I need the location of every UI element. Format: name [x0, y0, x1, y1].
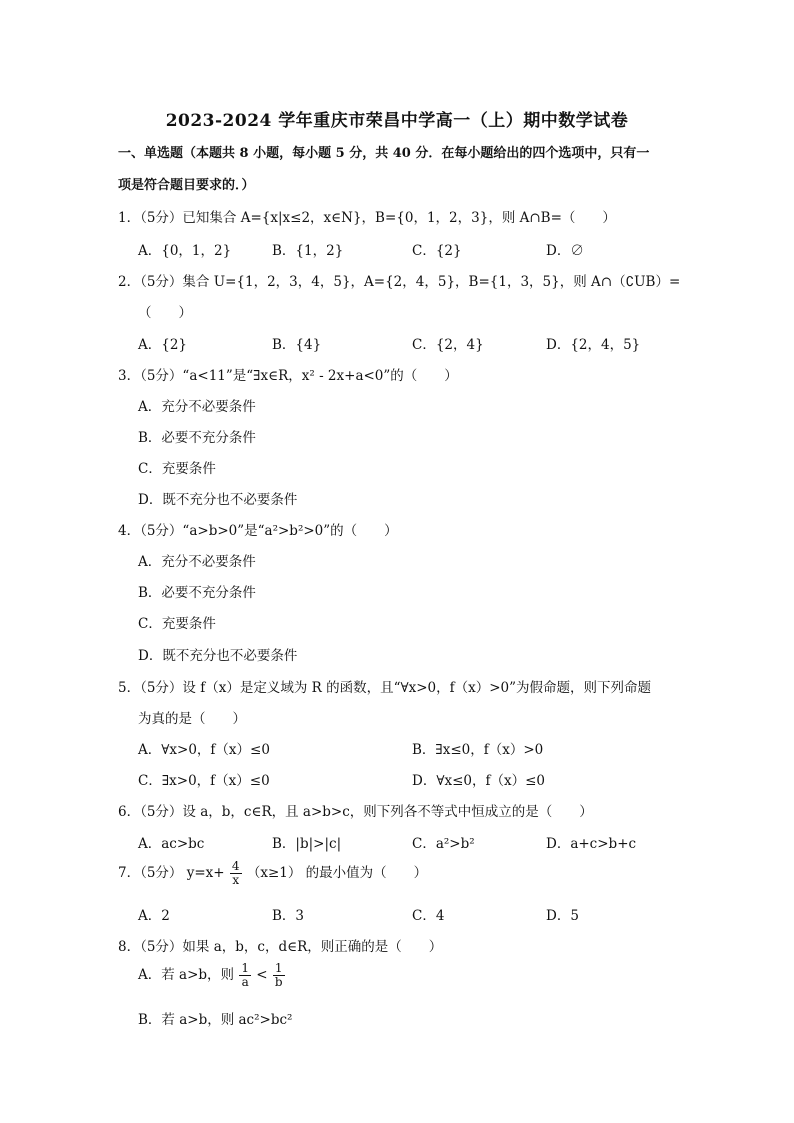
question-3-option-b: B．必要不充分条件 — [138, 430, 256, 446]
question-2-stem: 2．（5分）集合 U={1，2，3，4，5}，A={2，4，5}，B={1，3，5}，则 A∩（∁UB）= — [118, 274, 681, 290]
question-5-stem: 5．（5分）设 f（x）是定义域为 R 的函数，且“∀x>0，f（x）>0”为假命题，则下列命题 — [118, 680, 652, 696]
question-2-option-a: A．{2} — [138, 337, 188, 353]
section-heading — [118, 138, 678, 202]
question-3-stem: 3．（5分）“a<11”是“∃x∈R，x² - 2x+a<0”的（ ） — [118, 368, 458, 384]
question-7-option-a: A．2 — [138, 908, 170, 924]
question-5-option-c: C．∃x>0，f（x）≤0 — [138, 773, 270, 789]
question-8-option-a-fraction-2 — [273, 962, 285, 989]
question-8-option-b: B．若 a>b，则 ac²>bc² — [138, 1012, 293, 1028]
question-1-option-d: D．∅ — [546, 243, 584, 259]
question-8-stem: 8．（5分）如果 a，b，c，d∈R，则正确的是（ ） — [118, 939, 443, 955]
question-4-option-c: C．充要条件 — [138, 616, 216, 632]
question-7-fraction — [230, 860, 242, 887]
question-7-fraction-denominator: x — [232, 873, 240, 887]
question-6-option-b: B．|b|>|c| — [272, 836, 342, 852]
question-1-option-c: C．{2} — [412, 243, 462, 259]
question-1-option-a: A．{0，1，2} — [138, 243, 232, 259]
question-1-stem: 1．（5分）已知集合 A={x|x≤2，x∈N}，B={0，1，2，3}，则 A∩B=（ ） — [118, 210, 616, 226]
question-6-option-a: A．ac>bc — [138, 836, 205, 852]
question-1-option-b: B．{1，2} — [272, 243, 344, 259]
question-8-fraction-1-denominator: a — [241, 975, 249, 989]
question-7-stem — [118, 860, 427, 887]
question-4-stem: 4．（5分）“a>b>0”是“a²>b²>0”的（ ） — [118, 523, 398, 539]
exam-title: 2023-2024 学年重庆市荣昌中学高一（上）期中数学试卷 — [165, 111, 629, 131]
question-6-stem: 6．（5分）设 a，b，c∈R，且 a>b>c，则下列各不等式中恒成立的是（ ） — [118, 804, 593, 820]
section-heading-line1: 一、单选题（本题共 8 小题，每小题 5 分，共 40 分．在每小题给出的四个选项中，只有一 — [118, 146, 650, 161]
question-8-fraction-2-denominator: b — [274, 975, 283, 989]
question-3-option-c: C．充要条件 — [138, 461, 216, 477]
question-7-fraction-numerator: 4 — [231, 859, 240, 873]
question-2-option-b: B．{4} — [272, 337, 322, 353]
question-4-option-a: A．充分不必要条件 — [138, 554, 256, 570]
question-4-option-b: B．必要不充分条件 — [138, 585, 256, 601]
question-7-formula-left: y=x+ — [186, 865, 225, 881]
question-7-option-c: C．4 — [412, 908, 445, 924]
question-5-stem-continued: 为真的是（ ） — [138, 711, 246, 727]
question-8-option-a-fraction-1 — [239, 962, 251, 989]
question-7-suffix: 的最小值为（ ） — [305, 865, 428, 881]
question-2-option-d: D．{2，4，5} — [546, 337, 641, 353]
question-8-fraction-1-numerator: 1 — [241, 961, 249, 975]
question-8-fraction-2-numerator: 1 — [274, 961, 283, 975]
question-5-option-d: D．∀x≤0，f（x）≤0 — [412, 773, 545, 789]
section-heading-line2: 项是符合题目要求的．） — [118, 178, 255, 193]
question-4-option-d: D．既不充分也不必要条件 — [138, 648, 298, 664]
question-8-option-a-prefix: A．若 a>b，则 — [138, 967, 235, 983]
question-2-option-c: C．{2，4} — [412, 337, 484, 353]
question-7-option-b: B．3 — [272, 908, 305, 924]
question-3-option-d: D．既不充分也不必要条件 — [138, 492, 298, 508]
question-8-option-a-less-than: < — [256, 967, 268, 983]
question-5-option-a: A．∀x>0，f（x）≤0 — [138, 742, 270, 758]
question-7-prefix: 7．（5分） — [118, 865, 183, 881]
question-2-stem-continued: （ ） — [138, 305, 192, 321]
question-6-option-d: D．a+c>b+c — [546, 836, 637, 852]
question-7-option-d: D．5 — [546, 908, 579, 924]
question-5-option-b: B．∃x≤0，f（x）>0 — [412, 742, 544, 758]
question-6-option-c: C．a²>b² — [412, 836, 475, 852]
question-7-formula-right: （x≥1） — [246, 865, 302, 881]
question-3-option-a: A．充分不必要条件 — [138, 399, 256, 415]
question-8-option-a — [138, 962, 286, 989]
